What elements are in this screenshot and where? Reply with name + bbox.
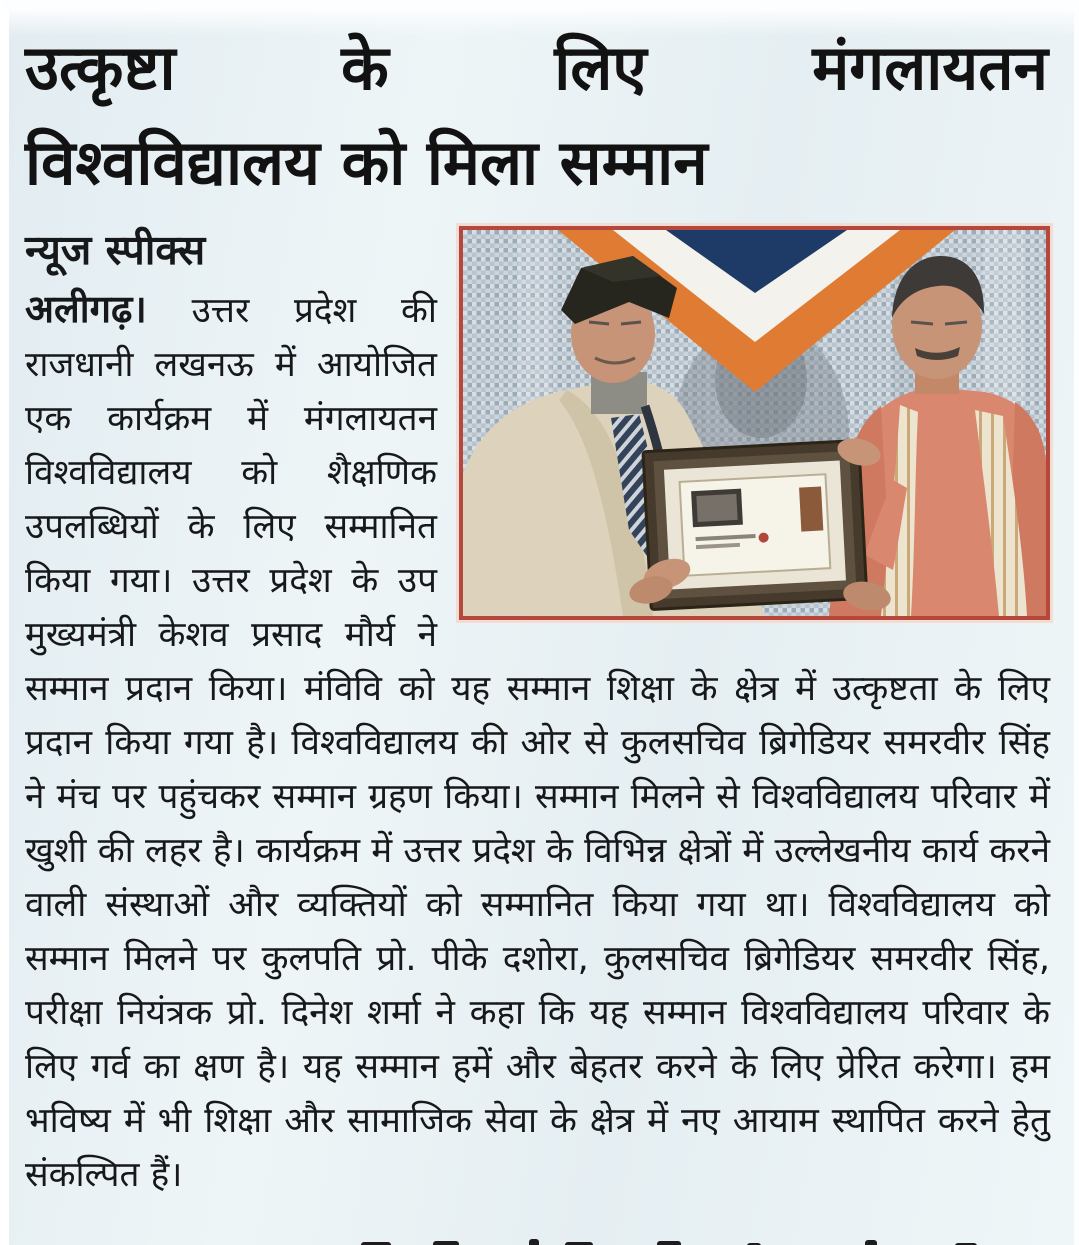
headline-line-1: उत्कृष्टा के लिए मंगलायतन <box>25 31 1048 104</box>
article-body-text: उत्तर प्रदेश की राजधानी लखनऊ में आयोजित एक कार्यक्रम में मंगलायतन विश्वविद्यालय को शैक्षणिक उपलब्धियों के लिए सम्मानित किया गया। उत्तर प्रदेश के उप मुख्यमंत्री केशव प्रसाद मौर्य ने सम्मान प्रदान किया। मंविवि को यह सम्मान शिक्षा के क्षेत्र में उत्कृष्टता के लिए प्रदान किया गया है। विश्वविद्यालय की ओर से कुलसचिव ब्रिगेडियर समरवीर सिंह ने मंच पर पहुंचकर सम्मान ग्रहण किया। सम्मान मिलने से विश्वविद्यालय परिवार में खुशी की लहर है। कार्यक्रम में उत्तर प्रदेश के विभिन्न क्षेत्रों में उल्लेखनीय कार्य करने वाली संस्थाओं और व्यक्तियों को सम्मानित किया गया था। विश्वविद्यालय को सम्मान मिलने पर कुलपति प्रो. पीके दशोरा, कुलसचिव ब्रिगेडियर समरवीर सिंह, परीक्षा नियंत्रक प्रो. दिनेश शर्मा ने कहा कि यह सम्मान विश्वविद्यालय परिवार के लिए गर्व का क्षण है। यह सम्मान हमें और बेहतर करने के लिए प्रेरित करेगा। हम भविष्य में भी शिक्षा और सामाजिक सेवा के क्षेत्र में नए आयाम स्थापित करने हेतु संकल्पित हैं। <box>25 291 1050 1195</box>
cutoff-bottom-line <box>9 1233 1079 1245</box>
headline-line-2: विश्वविद्यालय को मिला सम्मान <box>25 126 708 199</box>
headline <box>9 10 1074 214</box>
article <box>9 214 1074 1202</box>
award-ceremony-photo <box>459 226 1050 620</box>
dateline: अलीगढ़। <box>25 287 147 331</box>
byline: न्यूज स्पीक्स <box>25 226 206 274</box>
